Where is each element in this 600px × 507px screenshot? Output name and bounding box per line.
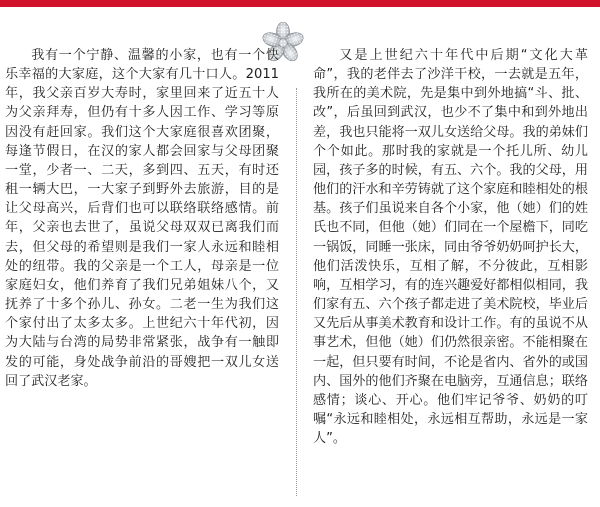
article-right-column: 又是上世纪六十年代中后期“文化大革命”，我的老伴去了沙洋干校，一去就是五年，我所在的美术院，先是集中到外地搞“斗、批、改”，后虽回到武汉，也少不了集中和到外地出差，我也只能将一双儿女送给父母。我的弟妹们个个如此。那时我的家就是一个托儿所、幼儿园，孩子多的时候，有五、六个。我的父母，用他们的汗水和辛劳铸就了这个家庭和睦相处的根基。孩子们虽说来自各个小家，他（她）们的姓氏也不同，但他（她）们同在一个屋檐下，同吃一锅饭，同睡一张床，同由爷爷奶奶呵护长大，他们活泼快乐，互相了解，不分彼此，互相影响，互相学习，有的连兴趣爱好都相似相同，我们家有五、六个孩子都走进了美术院校，毕业后又先后从事美术教育和设计工作。有的虽说不从事艺术，但他（她）们仍然很亲密。不能相聚在一起，但只要有时间，不论是省内、省外的或国内、国外的他们齐聚在电脑旁，互通信息；联络感情；谈心、开心。他们牢记爷爷、奶奶的叮嘱“永远和睦相处，永远相互帮助，永远是一家人”。 <box>313 48 588 447</box>
column-divider <box>296 88 297 496</box>
article-left-column: 我有一个宁静、温馨的小家，也有一个快乐幸福的大家庭，这个大家有几十口人。2011年，我父亲百岁大寿时，家里回来了近五十人为父亲拜寿，但仍有十多人因工作、学习等原因没有赶回家。我们这个大家庭很喜欢团聚，每逢节假日，在汉的家人都会回家与父母团聚一堂，少者一、二天，多到四、五天，有时还租一辆大巴，一大家子到野外去旅游，目的是让父母高兴，后背们也可以联络联络感情。前年，父亲也去世了，虽说父母双双已离我们而去，但父母的希望则是我们一家人永远和睦相处的纽带。我的父亲是一个工人，母亲是一位家庭妇女，他们养育了我们兄弟姐妹八个，又抚养了十多个孙儿、孙女。二老一生为我们这个家付出了太多太多。上世纪六十年代初，因为大陆与台湾的局势非常紧张，战争有一触即发的可能，身处战争前沿的哥嫂把一双儿女送回了武汉老家。 <box>5 48 279 389</box>
top-red-band <box>0 0 600 7</box>
